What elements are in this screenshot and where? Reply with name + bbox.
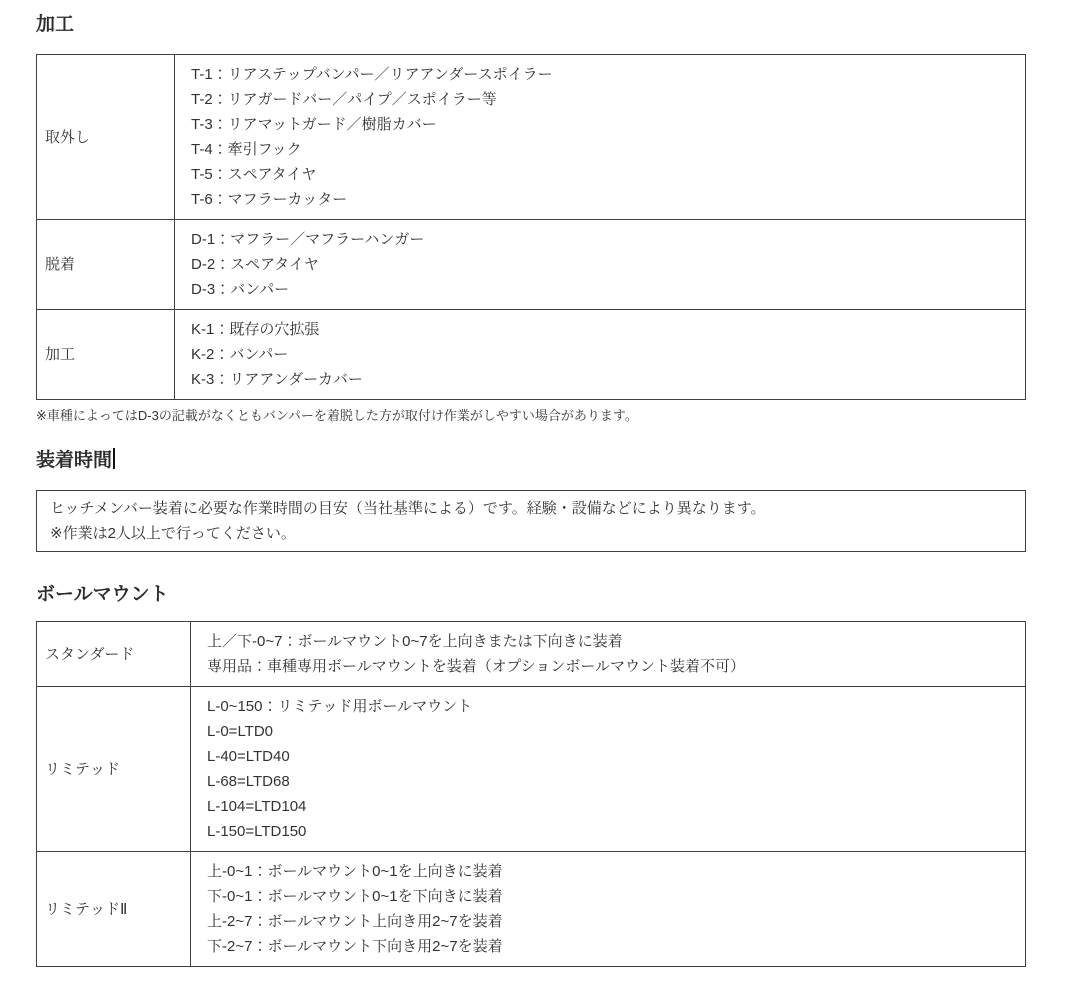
section-heading-installation-time[interactable] bbox=[36, 448, 1026, 472]
heading-text: 装着時間 bbox=[36, 450, 113, 471]
item-line: L-104=LTD104 bbox=[207, 798, 307, 815]
row-items bbox=[191, 687, 1026, 852]
table-row-limited bbox=[37, 687, 1026, 852]
item-line: 下-0~1：ボールマウント0~1を下向きに装着 bbox=[207, 888, 503, 905]
item-line: 上／下-0~7：ボールマウント0~7を上向きまたは下向きに装着 bbox=[207, 633, 623, 650]
item-line: L-40=LTD40 bbox=[207, 748, 290, 765]
table-row-detach bbox=[37, 220, 1026, 310]
item-line: T-1：リアステップバンパー／リアアンダースポイラー bbox=[191, 66, 553, 83]
row-items bbox=[175, 220, 1026, 310]
item-line: 上-0~1：ボールマウント0~1を上向きに装着 bbox=[207, 863, 503, 880]
row-label: 加工 bbox=[37, 310, 175, 400]
item-line: T-5：スペアタイヤ bbox=[191, 166, 317, 183]
processing-table bbox=[36, 54, 1026, 400]
row-label: リミテッド bbox=[37, 687, 191, 852]
item-line: L-0=LTD0 bbox=[207, 723, 274, 740]
row-label: スタンダード bbox=[37, 622, 191, 687]
item-line: D-1：マフラー／マフラーハンガー bbox=[191, 231, 425, 248]
section-heading-processing: 加工 bbox=[36, 14, 75, 35]
installation-time-note-box bbox=[36, 490, 1026, 552]
text-caret bbox=[113, 448, 115, 469]
item-line: T-6：マフラーカッター bbox=[191, 191, 348, 208]
row-items bbox=[175, 55, 1026, 220]
item-line: T-3：リアマットガード／樹脂カバー bbox=[191, 116, 437, 133]
row-items bbox=[191, 622, 1026, 687]
item-line: L-68=LTD68 bbox=[207, 773, 290, 790]
item-line: 上-2~7：ボールマウント上向き用2~7を装着 bbox=[207, 913, 503, 930]
ballmount-table bbox=[36, 621, 1026, 967]
item-line: K-3：リアアンダーカバー bbox=[191, 371, 363, 388]
item-line: D-2：スペアタイヤ bbox=[191, 256, 319, 273]
item-line: L-150=LTD150 bbox=[207, 823, 307, 840]
row-items bbox=[175, 310, 1026, 400]
table-row-limited2 bbox=[37, 852, 1026, 967]
row-items bbox=[191, 852, 1026, 967]
table-footnote: ※車種によってはD-3の記載がなくともバンパーを着脱した方が取付け作業がしやすい場合があります。 bbox=[36, 408, 638, 423]
row-label: 脱着 bbox=[37, 220, 175, 310]
item-line: D-3：バンパー bbox=[191, 281, 290, 298]
row-label: 取外し bbox=[37, 55, 175, 220]
item-line: T-2：リアガードバー／パイプ／スポイラー等 bbox=[191, 91, 497, 108]
item-line: L-0~150：リミテッド用ボールマウント bbox=[207, 698, 473, 715]
table-row-machining bbox=[37, 310, 1026, 400]
section-heading-ballmount: ボールマウント bbox=[36, 584, 169, 605]
item-line: K-1：既存の穴拡張 bbox=[191, 321, 320, 338]
item-line: K-2：バンパー bbox=[191, 346, 289, 363]
info-line: ヒッチメンバー装着に必要な作業時間の目安（当社基準による）です。経験・設備などにより異なります。 bbox=[50, 500, 766, 517]
table-row-removal bbox=[37, 55, 1026, 220]
item-line: T-4：牽引フック bbox=[191, 141, 302, 158]
item-line: 下-2~7：ボールマウント下向き用2~7を装着 bbox=[207, 938, 503, 955]
info-line: ※作業は2人以上で行ってください。 bbox=[50, 525, 296, 542]
item-line: 専用品：車種専用ボールマウントを装着（オプションボールマウント装着不可） bbox=[207, 658, 746, 675]
row-label: リミテッドⅡ bbox=[37, 852, 191, 967]
table-row-standard bbox=[37, 622, 1026, 687]
